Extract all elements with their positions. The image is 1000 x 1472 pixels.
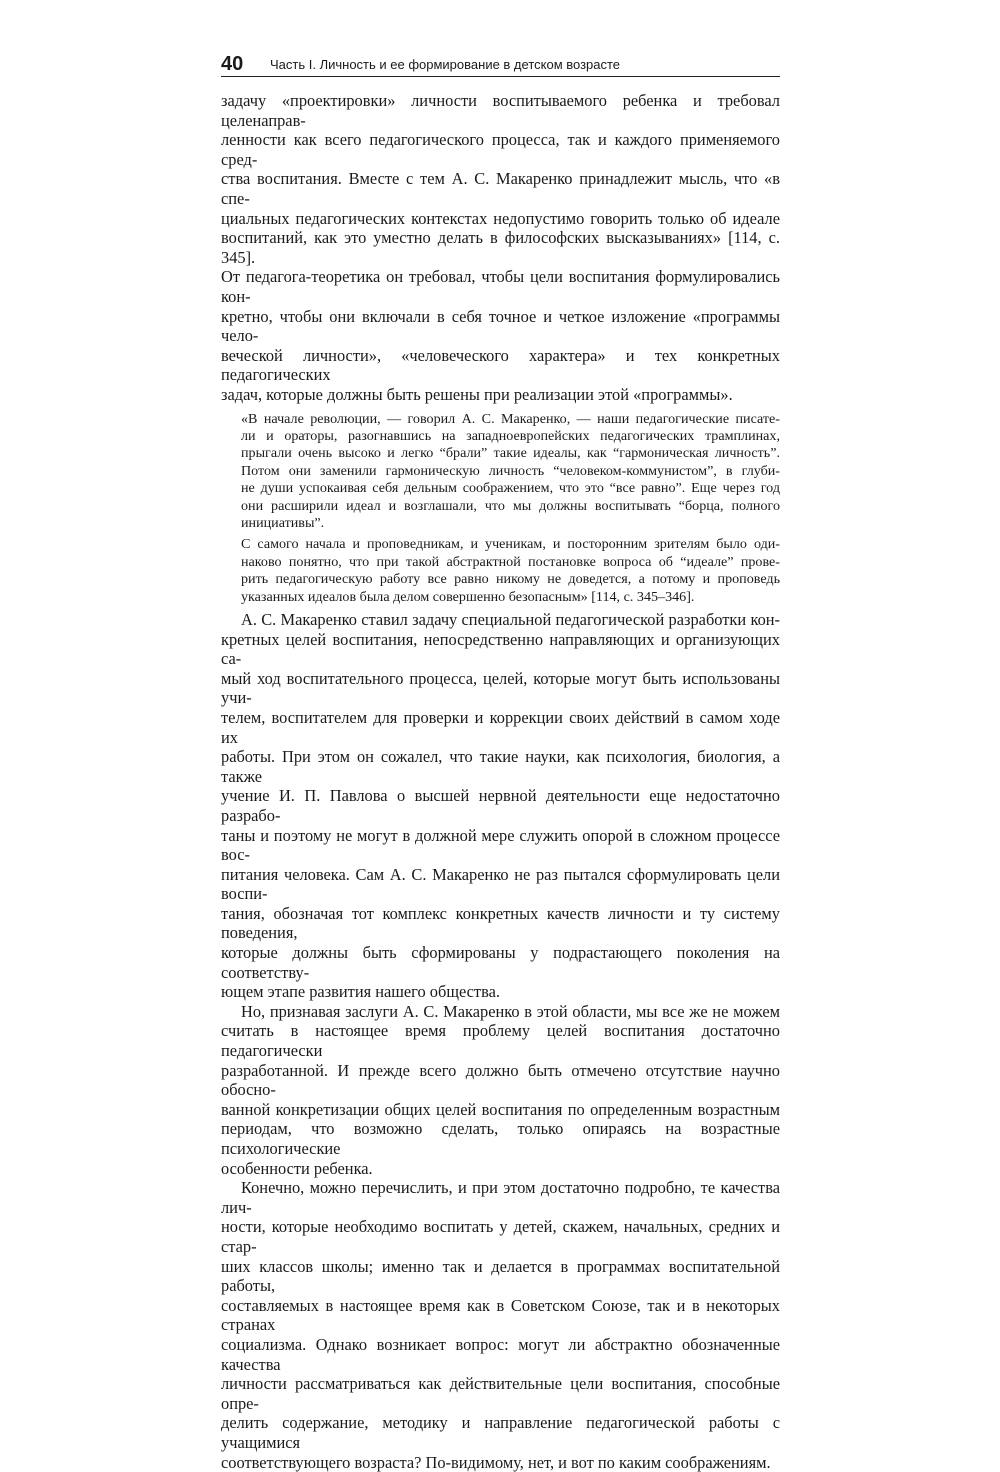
text-line: мый ход воспитательного процесса, целей, которые могут быть использованы учи- — [221, 669, 780, 708]
text-line: тания, обозначая тот комплекс конкретных качеств личности и ту систему поведения, — [221, 904, 780, 943]
text-line: считать в настоящее время проблему целей воспитания достаточно педагогически — [221, 1021, 780, 1060]
quote-line: рить педагогическую работу все равно никому не доведется, а потому и проповедь — [241, 571, 780, 588]
text-line: соответствующего возраста? По-видимому, нет, и вот по каким соображениям. — [221, 1453, 780, 1472]
text-line: А. С. Макаренко ставил задачу специальной педагогической разработки кон- — [221, 610, 780, 630]
text-line: делить содержание, методику и направление педагогической работы с учащимися — [221, 1413, 780, 1452]
text-line: питания человека. Сам А. С. Макаренко не раз пытался сформулировать цели воспи- — [221, 865, 780, 904]
paragraph-3 — [221, 1002, 780, 1178]
text-line: ности, которые необходимо воспитать у детей, скажем, начальных, средних и стар- — [221, 1217, 780, 1256]
page-header — [221, 52, 780, 77]
text-line: составляемых в настоящее время как в Советском Союзе, так и в некоторых странах — [221, 1296, 780, 1335]
quote-line: Потом они заменили гармоническую личность “человеком-коммунистом”, в глуби- — [241, 463, 780, 480]
quote-block-1 — [221, 411, 780, 533]
text-line: личности рассматриваться как действительные цели воспитания, способные опре- — [221, 1374, 780, 1413]
text-line: задачу «проектировки» личности воспитываемого ребенка и требовал целенаправ- — [221, 91, 780, 130]
text-line: ших классов школы; именно так и делается в программах воспитательной работы, — [221, 1257, 780, 1296]
text-line: учение И. П. Павлова о высшей нервной деятельности еще недостаточно разрабо- — [221, 786, 780, 825]
text-line: особенности ребенка. — [221, 1159, 780, 1179]
quote-line: С самого начала и проповедникам, и ученикам, и посторонним зрителям было оди- — [241, 536, 780, 553]
text-line: ванной конкретизации общих целей воспитания по определенным возрастным — [221, 1100, 780, 1120]
paragraph-2 — [221, 610, 780, 1002]
text-line: циальных педагогических контекстах недопустимо говорить только об идеале — [221, 209, 780, 229]
page-number: 40 — [221, 53, 243, 75]
quote-line: они расширили идеал и возглашали, что мы должны воспитывать “борца, полного — [241, 498, 780, 515]
text-line: кретно, чтобы они включали в себя точное и четкое изложение «программы чело- — [221, 307, 780, 346]
text-line: таны и поэтому не могут в должной мере служить опорой в сложном процессе вос- — [221, 826, 780, 865]
quote-line: инициативы”. — [241, 515, 780, 532]
quote-line: ли и ораторы, разогнавшись на западноевропейских педагогических трамплинах, — [241, 428, 780, 445]
quote-line: «В начале революции, — говорил А. С. Макаренко, — наши педагогические писате- — [241, 411, 780, 428]
text-line: разработанной. И прежде всего должно быть отмечено отсутствие научно обосно- — [221, 1061, 780, 1100]
quote-block-2 — [221, 536, 780, 606]
text-line: периодам, что возможно сделать, только опираясь на возрастные психологические — [221, 1119, 780, 1158]
text-line: ства воспитания. Вместе с тем А. С. Макаренко принадлежит мысль, что «в спе- — [221, 169, 780, 208]
text-line: воспитаний, как это уместно делать в философских высказываниях» [114, с. 345]. — [221, 228, 780, 267]
text-line: ющем этапе развития нашего общества. — [221, 982, 780, 1002]
text-line: веческой личности», «человеческого характера» и тех конкретных педагогических — [221, 346, 780, 385]
text-line: Но, признавая заслуги А. С. Макаренко в этой области, мы все же не можем — [221, 1002, 780, 1022]
text-line: кретных целей воспитания, непосредственно направляющих и организующих са- — [221, 630, 780, 669]
quote-line: не души успокаивая себя дельным соображением, что это “все равно”. Еще через год — [241, 480, 780, 497]
quote-line: наково понятно, что при такой абстрактной постановке вопроса об “идеале” прове- — [241, 554, 780, 571]
paragraph-4 — [221, 1178, 780, 1472]
text-line: которые должны быть сформированы у подрастающего поколения на соответству- — [221, 943, 780, 982]
text-line: телем, воспитателем для проверки и коррекции своих действий в самом ходе их — [221, 708, 780, 747]
text-line: От педагога-теоретика он требовал, чтобы цели воспитания формулировались кон- — [221, 267, 780, 306]
quote-line: прыгали очень высоко и легко “брали” такие идеалы, как “гармоническая личность”. — [241, 445, 780, 462]
text-line: социализма. Однако возникает вопрос: могут ли абстрактно обозначенные качества — [221, 1335, 780, 1374]
text-line: ленности как всего педагогического процесса, так и каждого применяемого сред- — [221, 130, 780, 169]
page-content — [221, 91, 780, 1472]
text-line: задач, которые должны быть решены при реализации этой «программы». — [221, 385, 780, 405]
quote-line: указанных идеалов была делом совершенно безопасным» [114, с. 345–346]. — [241, 589, 780, 606]
paragraph-1 — [221, 91, 780, 405]
text-line: работы. При этом он сожалел, что такие науки, как психология, биология, а также — [221, 747, 780, 786]
text-line: Конечно, можно перечислить, и при этом достаточно подробно, те качества лич- — [221, 1178, 780, 1217]
running-head: Часть I. Личность и ее формирование в детском возрасте — [270, 57, 620, 73]
